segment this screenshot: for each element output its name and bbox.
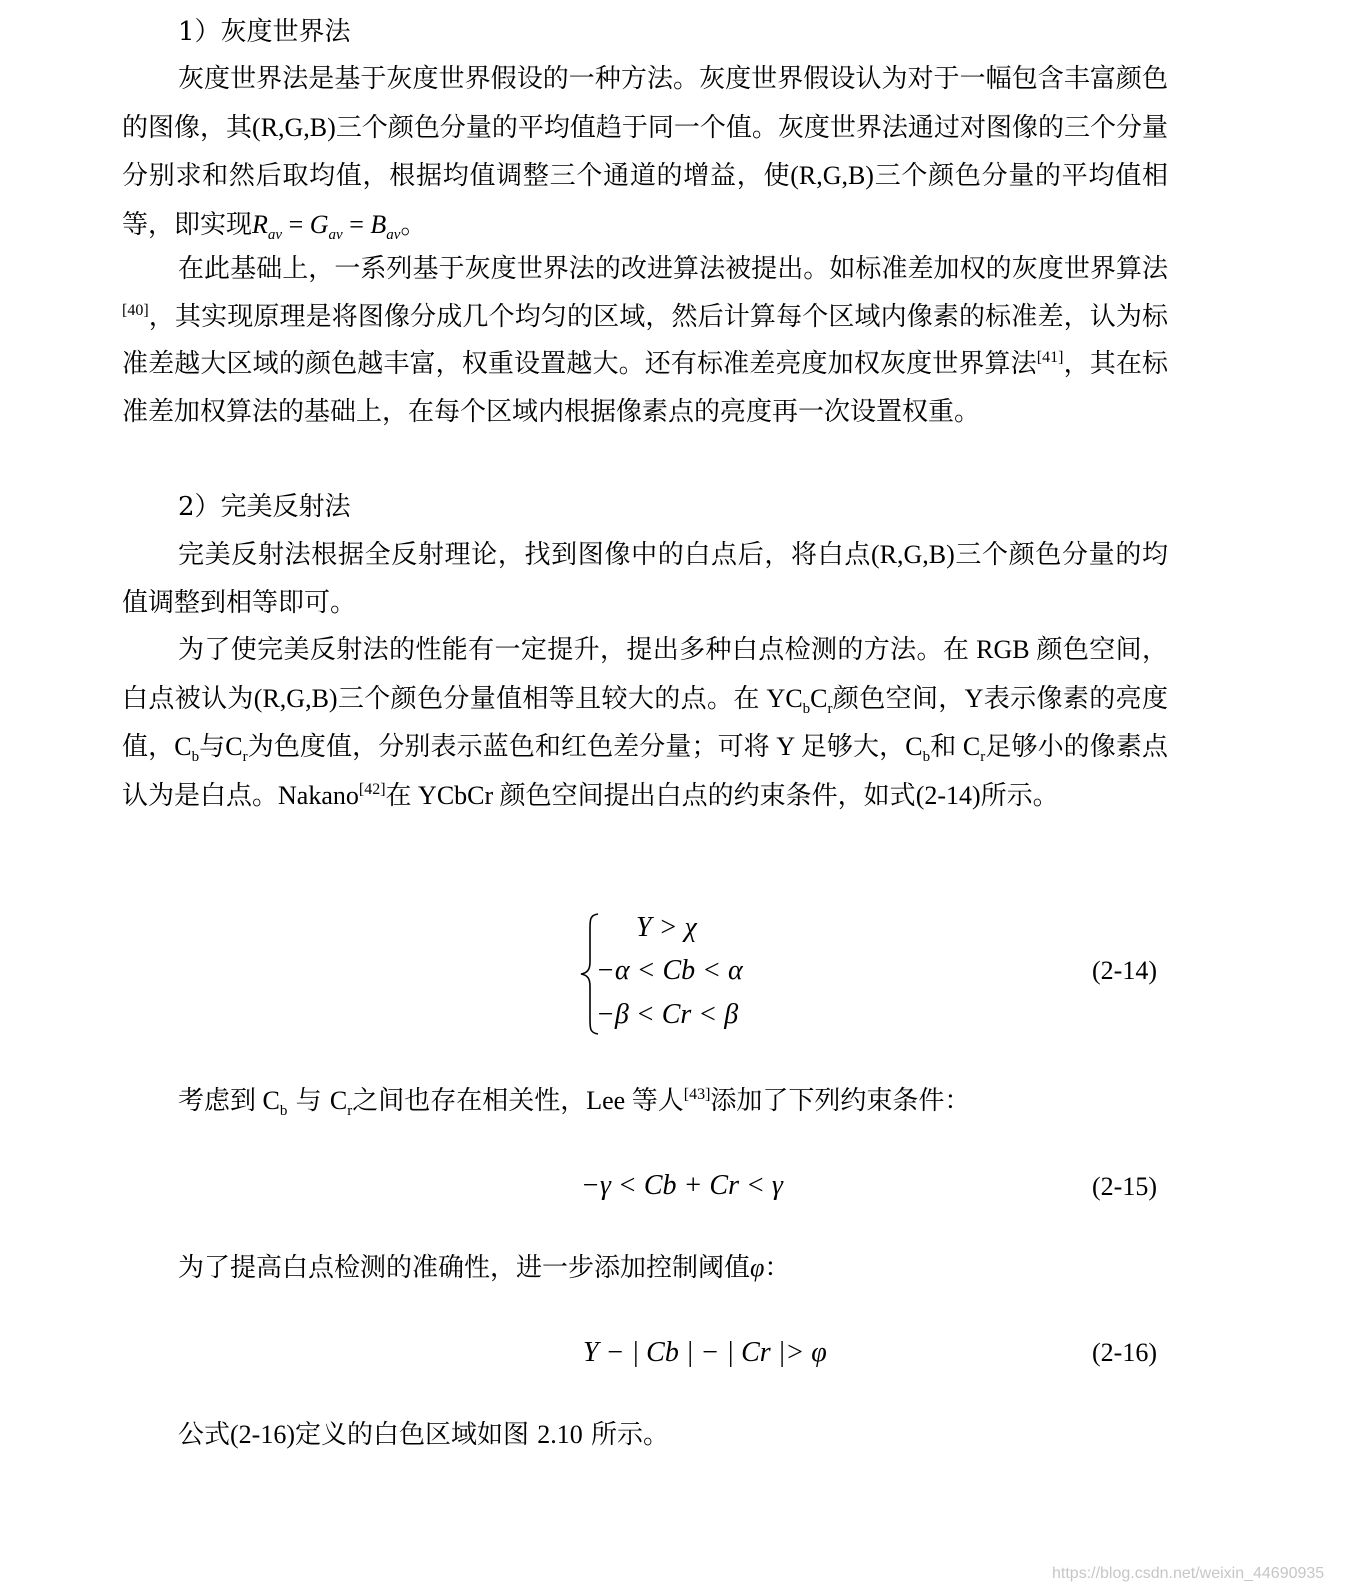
text: 三个颜色分量的平均值相等，即实现	[122, 161, 1168, 240]
equation-number: (2-15)	[1092, 1172, 1157, 1201]
rgb-label: RGB	[969, 635, 1037, 664]
equation-2-14-line-3: −β < Cr < β	[596, 999, 739, 1030]
cr-symbol: C	[956, 732, 981, 761]
text: 三个颜色分量的均值调整到相等即可。	[122, 540, 1168, 618]
y-symbol: Y	[769, 732, 801, 761]
subscript: r	[980, 749, 986, 765]
text: 与	[199, 732, 226, 762]
equation-number: (2-14)	[1092, 956, 1157, 985]
text: 添加了下列约束条件：	[710, 1086, 971, 1116]
equation-2-14-line-2: −α < Cb < α	[596, 955, 743, 986]
subscript: av	[267, 226, 283, 243]
paragraph-gray-world-improvements	[122, 246, 1168, 436]
subscript: r	[347, 1103, 353, 1119]
text: 完美反射法根据全反射理论，找到图像中的白点后，将白点	[178, 540, 871, 570]
inline-equation-g: G	[309, 209, 329, 239]
citation-ref: [43]	[683, 1086, 711, 1103]
subscript: r	[242, 749, 248, 765]
text: 表示像素的亮度值，	[122, 683, 1168, 762]
paragraph-perfect-reflection-intro	[122, 531, 1168, 627]
subscript: b	[802, 700, 811, 717]
text: 灰度世界法是基于灰度世界假设的一种方法。灰度世界假设认为对于一幅包含丰富颜色的图像，其	[122, 64, 1168, 143]
text: 三个颜色分量值相等且较大的点。在	[337, 683, 760, 714]
text: 之间也存在相关性，	[352, 1086, 587, 1116]
citation-ref: [41]	[1036, 349, 1064, 366]
subscript: av	[328, 226, 343, 243]
y-symbol: Y	[964, 683, 984, 713]
text: 定义的白色区域如图	[295, 1420, 538, 1450]
rgb-notation: (R,G,B)	[790, 161, 874, 190]
text: 与	[287, 1086, 330, 1116]
paragraph-gray-world-intro	[122, 56, 1168, 249]
text: ：	[764, 1253, 791, 1283]
section-heading-gray-world: 1）灰度世界法	[178, 17, 351, 47]
inline-equation-b: B	[370, 209, 387, 239]
text: 。	[400, 209, 427, 240]
text: ，其在标准差加权算法的基础上，在每个区域内根据像素点的亮度再一次设置权重。	[122, 349, 1168, 427]
rgb-notation: (R,G,B)	[870, 540, 955, 569]
text: 足够大，	[800, 732, 906, 762]
text: 颜色空间，	[832, 683, 965, 714]
figure-ref: 2.10	[537, 1420, 583, 1449]
subscript: b	[922, 749, 931, 765]
subscript: r	[827, 700, 833, 717]
subscript: b	[279, 1103, 288, 1119]
text: 所示。	[582, 1420, 670, 1450]
text: 所示。	[980, 780, 1059, 811]
cr-symbol: C	[329, 1086, 348, 1115]
equals-sign: =	[282, 209, 310, 239]
text: 颜色空间，白点被认为	[122, 635, 1168, 714]
paragraph-white-region	[122, 1411, 1168, 1460]
subscript: b	[191, 749, 200, 765]
section-heading-perfect-reflection: 2）完美反射法	[178, 492, 351, 522]
text: 在此基础上，一系列基于灰度世界法的改进算法被提出。如标准差加权的灰度世界算法	[178, 254, 1168, 284]
text: 为了使完美反射法的性能有一定提升，提出多种白点检测的方法。在	[178, 635, 970, 665]
equation-number: (2-16)	[1092, 1338, 1157, 1367]
cb-symbol: C	[174, 732, 192, 761]
author-name: Lee	[586, 1086, 632, 1115]
paragraph-threshold	[122, 1244, 1168, 1293]
text: 足够小的像素点认为是白点。	[122, 732, 1168, 811]
ycc-label: YC	[759, 683, 803, 713]
text: 为色度值，分别表示蓝色和红色差分量；可将	[247, 732, 770, 762]
phi-symbol: φ	[750, 1253, 765, 1282]
text: 考虑到	[178, 1086, 257, 1116]
subscript: av	[386, 226, 401, 243]
rgb-notation: (R,G,B)	[252, 112, 336, 142]
equation-2-14-line-1: Y > χ	[636, 912, 697, 943]
rgb-notation: (R,G,B)	[253, 683, 338, 713]
paragraph-lee-constraint	[122, 1077, 1168, 1126]
cb-symbol: C	[905, 732, 923, 761]
equation-2-16: Y − | Cb | − | Cr |> φ	[583, 1337, 827, 1368]
citation-ref: [40]	[122, 301, 149, 319]
text: 等人	[631, 1086, 684, 1116]
citation-ref: [42]	[358, 780, 386, 798]
text: 颜色空间提出白点的约束条件，如式	[499, 780, 916, 811]
text: 三个颜色分量的平均值趋于同一个值。灰度世界法通过对图像的三个分量分别求和然后取均值，根据均值调整三个通道的增益，使	[122, 112, 1168, 191]
text: 在	[385, 780, 412, 811]
cb-symbol: C	[256, 1086, 280, 1115]
ycbcr-label: YCbCr	[411, 780, 500, 810]
ycc-label: C	[810, 683, 828, 713]
paragraph-white-point-detection	[122, 626, 1168, 820]
inline-equation-r: R	[252, 209, 268, 239]
text: 和	[930, 732, 957, 762]
author-name: Nakano	[278, 780, 359, 810]
cr-symbol: C	[225, 732, 243, 761]
watermark: https://blog.csdn.net/weixin_44690935	[1052, 1565, 1325, 1582]
text: 为了提高白点检测的准确性，进一步添加控制阈值	[178, 1253, 751, 1283]
equation-ref: (2-16)	[230, 1420, 295, 1449]
equation-ref: (2-14)	[915, 780, 981, 810]
text: 公式	[178, 1420, 231, 1450]
equation-2-15: −γ < Cb + Cr < γ	[581, 1170, 783, 1201]
text: ，其实现原理是将图像分成几个均匀的区域，然后计算每个区域内像素的标准差，认为标准差越大区域的颜色越丰富，权重设置越大。还有标准差亮度加权灰度世界算法	[122, 301, 1168, 379]
equals-sign: =	[342, 209, 371, 239]
